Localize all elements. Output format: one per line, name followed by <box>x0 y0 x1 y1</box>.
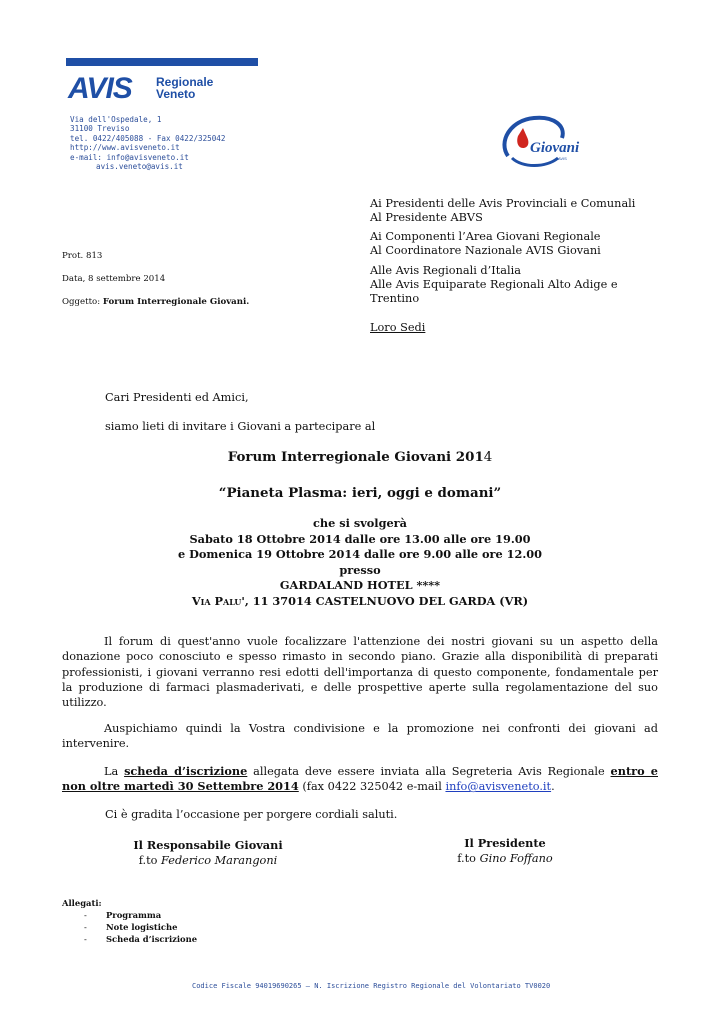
p3-e: (fax 0422 325042 e-mail <box>298 780 446 794</box>
deadline-emphasis: entro e non oltre martedì 30 Settembre 2014 <box>62 764 658 794</box>
closing-line: Ci è gradita l’occasione per porgere cordiali saluti. <box>105 808 398 821</box>
address-line: tel. 0422/405088 - Fax 0422/325042 <box>70 133 226 143</box>
footer-fiscal-info: Codice Fiscale 94019690265 – N. Iscrizione Registro Regionale del Volontariato TV0020 <box>192 982 551 990</box>
recipients-group-1 <box>370 197 635 225</box>
recipients-group-2 <box>370 230 601 258</box>
attachment-note-logistiche: Note logistiche <box>106 922 178 932</box>
logo-sub-line1: Regionale <box>156 75 214 89</box>
event-title-main: Forum Interregionale Giovani 201 <box>227 449 484 465</box>
signature-left-fto: f.to <box>138 854 162 867</box>
giovani-logo-tag: AVIS <box>558 156 567 161</box>
loro-sedi: Loro Sedi <box>370 321 426 334</box>
che-si-svolgera: che si svolgerà <box>313 516 407 530</box>
event-subtitle: “Pianeta Plasma: ieri, oggi e domani” <box>218 485 502 501</box>
event-title <box>62 449 658 465</box>
avis-logo-word: AVIS <box>68 72 132 105</box>
recipient-line: Al Presidente ABVS <box>370 211 483 224</box>
letter-date: Data, 8 settembre 2014 <box>62 274 166 284</box>
recipient-line: Al Coordinatore Nazionale AVIS Giovani <box>370 244 601 257</box>
recipient-line: Trentino <box>370 292 420 305</box>
avis-logo <box>68 74 132 104</box>
attachment-item <box>62 921 197 933</box>
address-line: e-mail: info@avisveneto.it <box>70 152 189 162</box>
paragraph-forum <box>62 634 658 710</box>
letterhead-address <box>70 115 225 171</box>
attachments-list <box>62 909 197 945</box>
logo-sub-line2: Veneto <box>156 87 196 101</box>
scheda-iscrizione-emphasis: scheda d’iscrizione <box>124 764 248 778</box>
signature-right-role: Il Presidente <box>464 836 546 850</box>
paragraph-forum-text: Il forum di quest'anno vuole focalizzare l'attenzione dei nostri giovani su un aspetto della donazione poco conosciuto e spesso rimasto in secondo piano. Grazie alla disponibilità di preparati professionisti, i giovani verranno resi edotti dell'importanza di questo componente, fondamentale per la produzione di farmaci plasmaderivati, e delle prospettive aperte sulla regolamentazione del suo utilizzo. <box>62 635 658 710</box>
event-address <box>62 594 658 610</box>
p3-c: allegata deve essere inviata alla Segreteria Avis Regionale <box>247 765 611 778</box>
greeting: Cari Presidenti ed Amici, <box>105 391 249 404</box>
giovani-swirl-icon <box>496 112 580 172</box>
email-link[interactable]: info@avisveneto.it <box>445 780 552 794</box>
event-date-line-1: Sabato 18 Ottobre 2014 dalle ore 13.00 alle ore 19.00 <box>189 531 531 546</box>
paragraph-condivisione <box>62 721 658 752</box>
giovani-logo-text: Giovani <box>530 140 580 156</box>
signature-right <box>440 836 570 866</box>
signature-left-role: Il Responsabile Giovani <box>133 838 283 852</box>
venue-address: , 11 37014 CASTELNUOVO DEL GARDA (VR) <box>244 593 529 608</box>
address-line: 31100 Treviso <box>70 124 130 134</box>
venue-street: Via Palu' <box>191 593 245 608</box>
recipient-line: Alle Avis Equiparate Regionali Alto Adige e <box>370 278 618 291</box>
recipients-group-3 <box>370 264 618 306</box>
attachment-item <box>62 933 197 945</box>
subject-line <box>62 297 249 307</box>
attachment-scheda: Scheda d’iscrizione <box>106 934 198 944</box>
event-date-line-2: e Domenica 19 Ottobre 2014 dalle ore 9.00 alle ore 12.00 <box>177 547 543 561</box>
attachment-programma: Programma <box>106 910 162 920</box>
avis-logo-subtitle <box>156 76 213 100</box>
subject-text: Forum Interregionale Giovani. <box>102 297 250 307</box>
address-line: Via dell'Ospedale, 1 <box>70 115 162 124</box>
signature-right-fto: f.to <box>457 852 480 865</box>
address-line: avis.veneto@avis.it <box>96 162 183 172</box>
paragraph-condivisione-text: Auspichiamo quindi la Vostra condivisione e la promozione nei confronti dei giovani ad intervenire. <box>62 722 658 751</box>
event-title-end: 4 <box>483 450 493 465</box>
signature-left-name: Federico Marangoni <box>161 854 278 867</box>
attachments <box>62 897 197 945</box>
signature-left <box>118 838 298 868</box>
p3-f: . <box>551 780 555 794</box>
recipient-line: Ai Componenti l’Area Giovani Regionale <box>370 230 601 243</box>
event-venue: GARDALAND HOTEL **** <box>279 578 441 592</box>
attachment-item <box>62 909 197 921</box>
recipient-line: Ai Presidenti delle Avis Provinciali e Comunali <box>370 197 636 210</box>
signature-right-name: Gino Foffano <box>479 852 553 865</box>
presso: presso <box>339 562 381 577</box>
address-line: http://www.avisveneto.it <box>70 143 180 153</box>
paragraph-iscrizione <box>62 764 658 795</box>
protocol-number: Prot. 813 <box>62 251 103 261</box>
avis-giovani-logo <box>496 112 580 172</box>
attachments-label: Allegati: <box>62 898 102 908</box>
letterhead-bar <box>66 58 258 66</box>
p3-a: La <box>104 765 125 778</box>
event-details <box>62 516 658 609</box>
subject-label: Oggetto: <box>62 297 101 307</box>
recipient-line: Alle Avis Regionali d’Italia <box>370 264 521 277</box>
intro-line: siamo lieti di invitare i Giovani a partecipare al <box>105 420 376 433</box>
